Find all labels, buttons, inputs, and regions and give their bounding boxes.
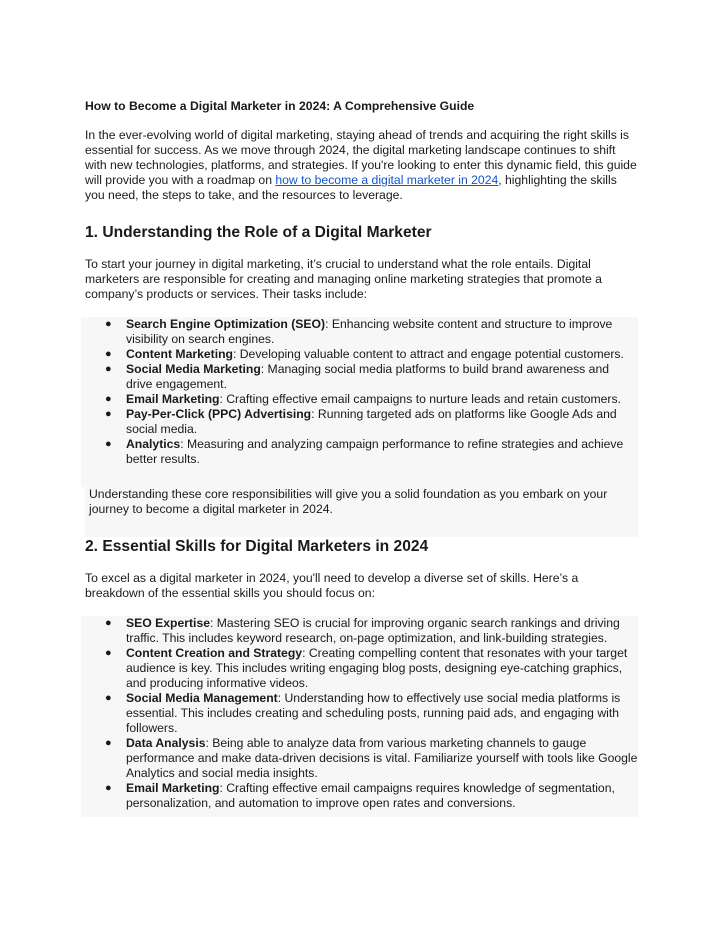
- item-desc: : Measuring and analyzing campaign performance to refine strategies and achieve better results.: [126, 437, 624, 466]
- bullet-icon: ●: [105, 782, 112, 794]
- document-content: [85, 99, 638, 817]
- guide-link[interactable]: how to become a digital marketer in 2024: [275, 173, 499, 187]
- bullet-icon: ●: [105, 363, 112, 375]
- bullet-icon: ●: [105, 647, 112, 659]
- item-term: Social Media Marketing: [126, 362, 261, 376]
- item-term: Email Marketing: [126, 392, 220, 406]
- bullet-icon: ●: [105, 617, 112, 629]
- bullet-icon: ●: [105, 737, 112, 749]
- list-item: [85, 616, 638, 646]
- bullet-icon: ●: [105, 393, 112, 405]
- intro-text: In the ever-evolving world of digital marketing, staying ahead of trends and acquiring the right skills is essential for success. As we move through 2024, the digital marketing landscape continues to shift with new technologies, platforms, and strategies. If you're looking to enter this dynamic field, this guide will provide you with a roadmap on: [85, 128, 637, 187]
- item-desc: : Creating compelling content that resonates with your target audience is key. This includes writing engaging blog posts, designing eye-catching graphics, and producing informative videos.: [126, 646, 628, 690]
- task-list: [85, 317, 638, 467]
- item-desc: : Managing social media platforms to build brand awareness and drive engagement.: [126, 362, 609, 391]
- section-2-heading: 2. Essential Skills for Digital Marketers in 2024: [85, 538, 429, 555]
- list-item: [85, 781, 638, 811]
- item-term: Social Media Management: [126, 691, 278, 705]
- section-2-lead: To excel as a digital marketer in 2024, you'll need to develop a diverse set of skills. Here’s a breakdown of the essential skills you should focus on:: [85, 571, 579, 600]
- section-2-list-block: [81, 616, 638, 817]
- bullet-icon: ●: [105, 318, 112, 330]
- list-item: [85, 437, 638, 467]
- item-term: SEO Expertise: [126, 616, 210, 630]
- item-term: Pay-Per-Click (PPC) Advertising: [126, 407, 312, 421]
- bullet-icon: ●: [105, 438, 112, 450]
- list-item: [85, 317, 638, 347]
- list-item: [85, 407, 638, 437]
- list-item: [85, 392, 638, 407]
- bullet-icon: ●: [105, 692, 112, 704]
- list-item: [85, 347, 638, 362]
- list-item: [85, 736, 638, 781]
- section-1-closing: Understanding these core responsibilities will give you a solid foundation as you embark on your journey to become a digital marketer in 2024.: [85, 487, 638, 537]
- page-title: How to Become a Digital Marketer in 2024: A Comprehensive Guide: [85, 99, 475, 113]
- intro-paragraph: [85, 128, 638, 203]
- item-desc: : Mastering SEO is crucial for improving organic search rankings and driving traffic. This includes keyword research, on-page optimization, and link-building strategies.: [126, 616, 620, 645]
- item-desc: : Understanding how to effectively use social media platforms is essential. This includes creating and scheduling posts, running paid ads, and engaging with followers.: [126, 691, 621, 735]
- list-item: [85, 362, 638, 392]
- section-1-heading: 1. Understanding the Role of a Digital Marketer: [85, 224, 432, 241]
- section-1-lead: To start your journey in digital marketing, it’s crucial to understand what the role entails. Digital marketers are responsible for creating and managing online marketing strategies that promote a company’s products or services. Their tasks include:: [85, 257, 602, 301]
- item-term: Content Creation and Strategy: [126, 646, 303, 660]
- item-desc: : Running targeted ads on platforms like Google Ads and social media.: [126, 407, 617, 436]
- item-desc: : Being able to analyze data from various marketing channels to gauge performance and make data-driven decisions is vital. Familiarize yourself with tools like Google Analytics and social media insights.: [126, 736, 638, 780]
- item-desc: : Crafting effective email campaigns requires knowledge of segmentation, personalization, and automation to improve open rates and conversions.: [126, 781, 615, 810]
- list-item: [85, 691, 638, 736]
- bullet-icon: ●: [105, 348, 112, 360]
- item-term: Email Marketing: [126, 781, 220, 795]
- item-term: Analytics: [126, 437, 181, 451]
- item-desc: : Enhancing website content and structure to improve visibility on search engines.: [126, 317, 613, 346]
- item-desc: : Crafting effective email campaigns to nurture leads and retain customers.: [219, 392, 621, 406]
- section-1-list-block: [81, 317, 638, 487]
- item-term: Content Marketing: [126, 347, 233, 361]
- intro-text-after: , highlighting the skills you need, the steps to take, and the resources to leverage.: [85, 173, 617, 202]
- item-term: Search Engine Optimization (SEO): [126, 317, 326, 331]
- item-desc: : Developing valuable content to attract and engage potential customers.: [232, 347, 624, 361]
- skills-list: [85, 616, 638, 811]
- bullet-icon: ●: [105, 408, 112, 420]
- list-item: [85, 646, 638, 691]
- item-term: Data Analysis: [126, 736, 206, 750]
